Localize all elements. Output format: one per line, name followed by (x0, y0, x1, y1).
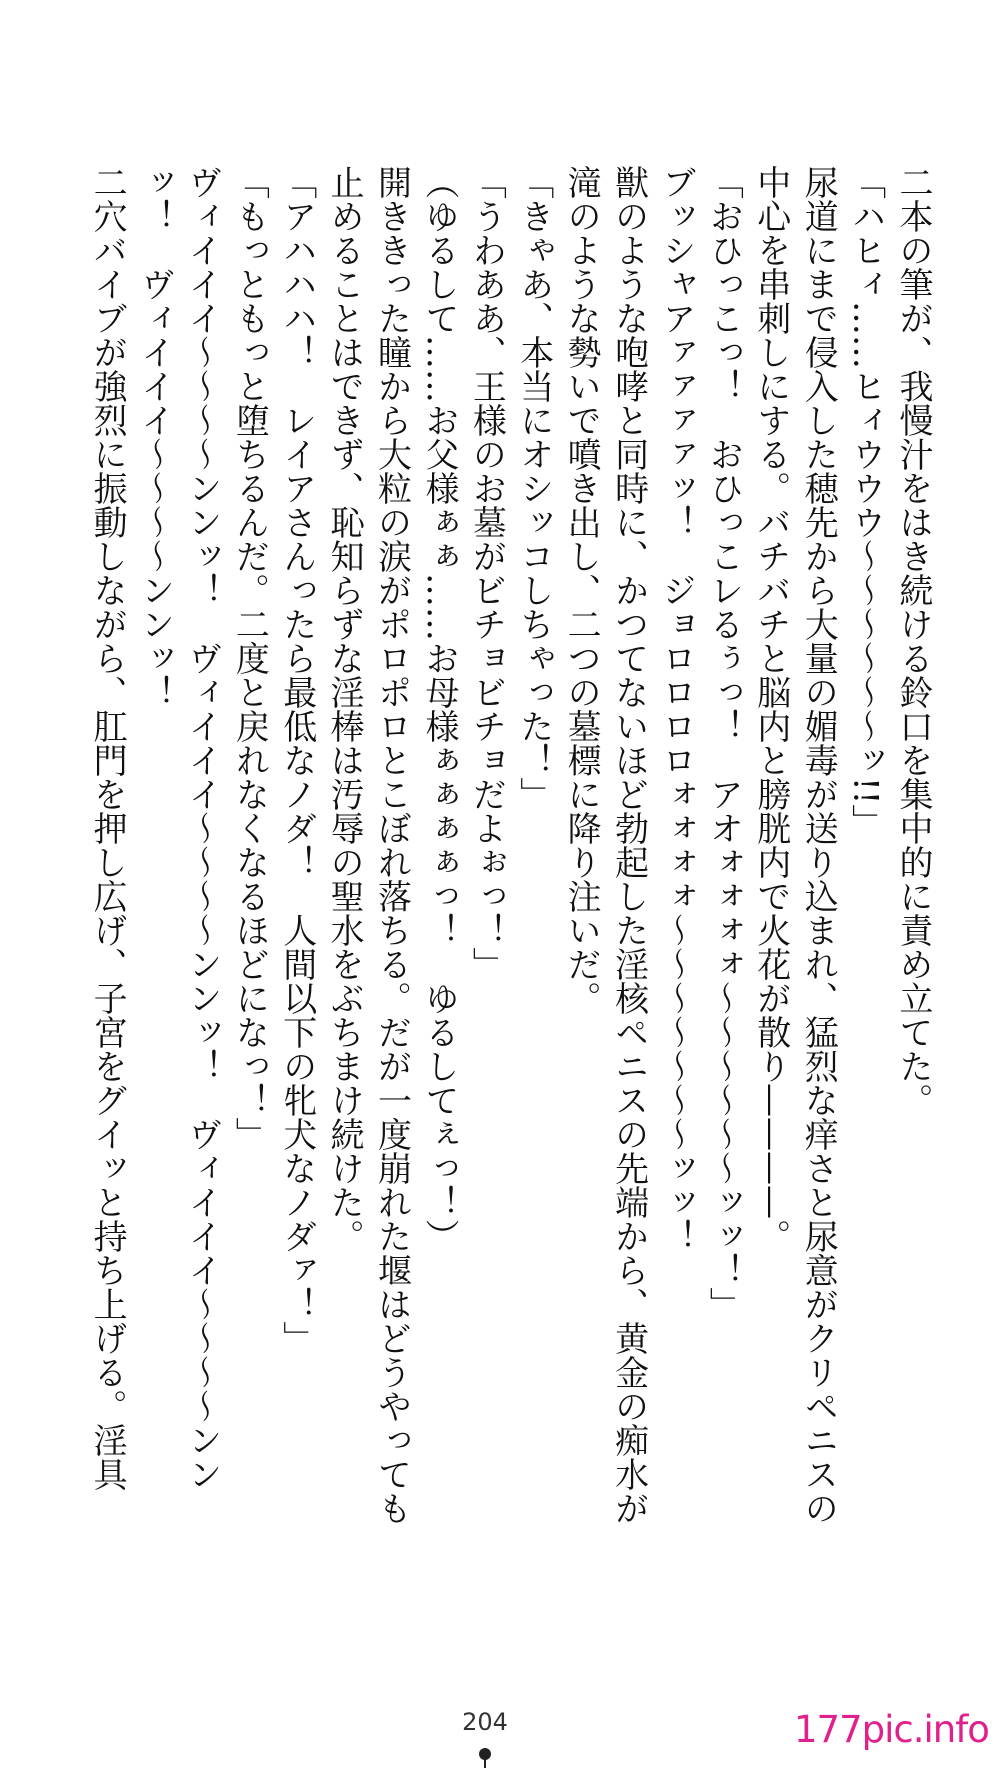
paragraph: 「きゃあ、本当にオシッコしちゃった！」 (513, 165, 554, 811)
paragraph: 「おひっこっ！ おひっこレるぅっ！ アオォォォォ〜〜〜〜〜〜ッッ！」 (703, 165, 744, 1321)
paragraph: 二穴バイブが強烈に振動しながら、肛門を押し広げ、子宮をグイッと持ち上げる。淫具 (87, 165, 128, 1491)
paragraph: ブッシャアァァァァッ！ ジョロロロロォォォォ〜〜〜〜〜〜〜ッッ！ (655, 165, 696, 1253)
paragraph: （ゆるして……お父様ぁぁ……お母様ぁぁぁぁっ！ ゆるしてぇっ！） (418, 165, 459, 1253)
vertical-text-body (83, 165, 936, 1555)
watermark-link[interactable]: 177pic.info (794, 1708, 989, 1751)
paragraph: 「ハヒィ……ヒィウウウ〜〜〜〜〜〜ッ!!」 (845, 165, 886, 839)
page-number: 204 (462, 1708, 508, 1736)
paragraph: 二本の筆が、我慢汁をはき続ける鈴口を集中的に責め立てた。 (893, 165, 933, 1117)
paragraph: 獣のような咆哮と同時に、かつてないほど勃起した淫核ペニスの先端から、黄金の痴水が滝のような勢いで噴き出し、二つの墓標に降り注いだ。 (561, 165, 649, 1525)
paragraph: ヴィイイイ〜〜〜〜ンンッ！ ヴィイイイ〜〜〜〜ンンッ！ ヴィイイイ〜〜〜〜ンンッ！ ヴィイイイ〜〜〜〜ンンッ！ (134, 165, 222, 1491)
paragraph: 開ききった瞳から大粒の涙がポロポロとこぼれ落ちる。だが一度崩れた堰はどうやっても止めることはできず、恥知らずな淫棒は汚辱の聖水をぶちまけ続けた。 (324, 165, 412, 1525)
paragraph: 尿道にまで侵入した穂先から大量の媚毒が送り込まれ、猛烈な痒さと尿意がクリペニスの中心を串刺しにする。バチバチと脳内と膀胱内で火花が散り————。 (750, 165, 839, 1525)
paragraph: 「アハハハ！ レイアさんったら最低なノダ！ 人間以下の牝犬なノダァ！」 (276, 165, 317, 1355)
page-marker-stem (484, 1758, 486, 1768)
paragraph: 「うわああ、王様のお墓がビチョビチョだよぉっ！」 (466, 165, 507, 981)
paragraph: 「もっともっと堕ちるんだ。二度と戻れなくなるほどになっ！」 (229, 165, 270, 1151)
